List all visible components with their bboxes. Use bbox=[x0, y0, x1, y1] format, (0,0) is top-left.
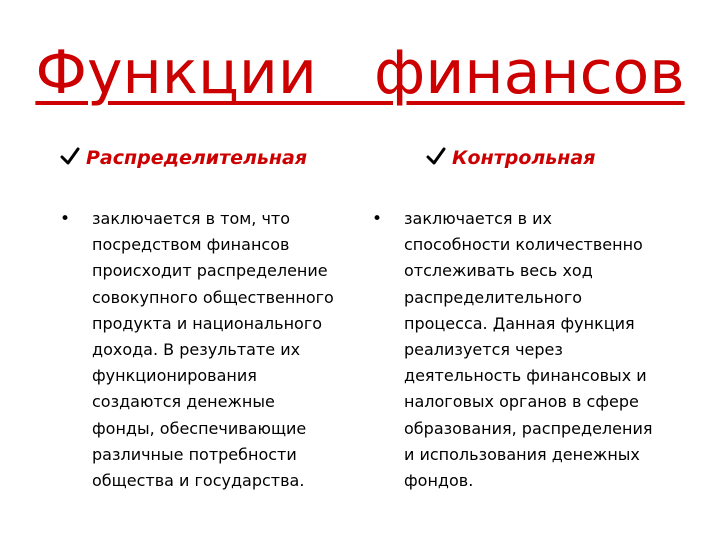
bullet-dot: • bbox=[372, 209, 383, 229]
checkmark-icon bbox=[426, 146, 446, 166]
checkmark-icon bbox=[60, 146, 80, 166]
column-heading: Контрольная bbox=[452, 147, 596, 169]
column-control bbox=[372, 140, 682, 494]
bullet-text: заключается в том, что посредством финансов происходит распределение совокупного общественного продукта и национального дохода. В результате их функционирования создаются денежные фонды, обеспечивающие различные потребности общества и государства. bbox=[92, 209, 334, 491]
column-heading-row bbox=[372, 140, 682, 176]
column-heading-row bbox=[60, 140, 350, 176]
bullet-item bbox=[60, 206, 350, 494]
column-heading: Распределительная bbox=[86, 147, 308, 169]
slide-title: Функции финансов bbox=[35, 38, 685, 108]
bullet-dot: • bbox=[60, 209, 71, 229]
column-distribution bbox=[60, 140, 350, 494]
bullet-item bbox=[372, 206, 682, 494]
bullet-text: заключается в их способности количественно отслеживать весь ход распределительного процесса. Данная функция реализуется через деятельность финансовых и налоговых органов в сфере образования, распределения и использования денежных фондов. bbox=[404, 209, 653, 491]
